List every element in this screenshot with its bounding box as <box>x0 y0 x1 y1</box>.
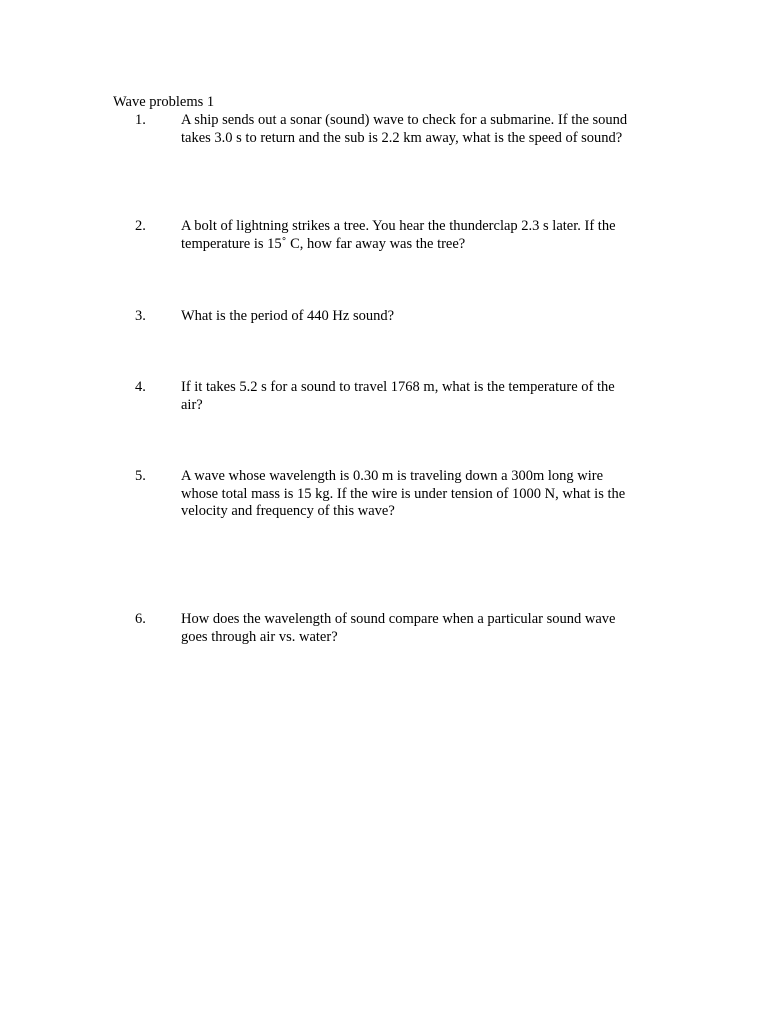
problem-line: velocity and frequency of this wave? <box>181 503 395 519</box>
problem-text <box>181 218 661 253</box>
problem-number: 2. <box>135 218 146 234</box>
problem-text <box>181 112 661 147</box>
problem-line: takes 3.0 s to return and the sub is 2.2 km away, what is the speed of sound? <box>181 129 623 146</box>
problem-text <box>181 308 661 326</box>
problem-line: If it takes 5.2 s for a sound to travel 1768 m, what is the temperature of the <box>181 379 615 395</box>
problem-text <box>181 379 661 414</box>
problem-line: air? <box>181 396 203 413</box>
problem-line: temperature is 15˚ C, how far away was the tree? <box>181 235 466 252</box>
problem-line: A wave whose wavelength is 0.30 m is traveling down a 300m long wire <box>181 468 604 484</box>
problem-number: 6. <box>135 611 146 627</box>
problem-number: 1. <box>135 112 146 128</box>
problem-number: 3. <box>135 308 146 324</box>
document-title: Wave problems 1 <box>113 94 215 110</box>
problem-line: A ship sends out a sonar (sound) wave to check for a submarine. If the sound <box>181 112 628 128</box>
problem-text <box>181 611 661 646</box>
problem-line: goes through air vs. water? <box>181 628 338 645</box>
problem-line: A bolt of lightning strikes a tree. You hear the thunderclap 2.3 s later. If the <box>181 218 616 234</box>
problem-text <box>181 468 661 521</box>
problem-line: What is the period of 440 Hz sound? <box>181 308 395 324</box>
problem-line: whose total mass is 15 kg. If the wire is under tension of 1000 N, what is the <box>181 485 626 502</box>
problem-number: 5. <box>135 468 146 484</box>
problem-number: 4. <box>135 379 146 395</box>
problem-line: How does the wavelength of sound compare when a particular sound wave <box>181 611 616 627</box>
